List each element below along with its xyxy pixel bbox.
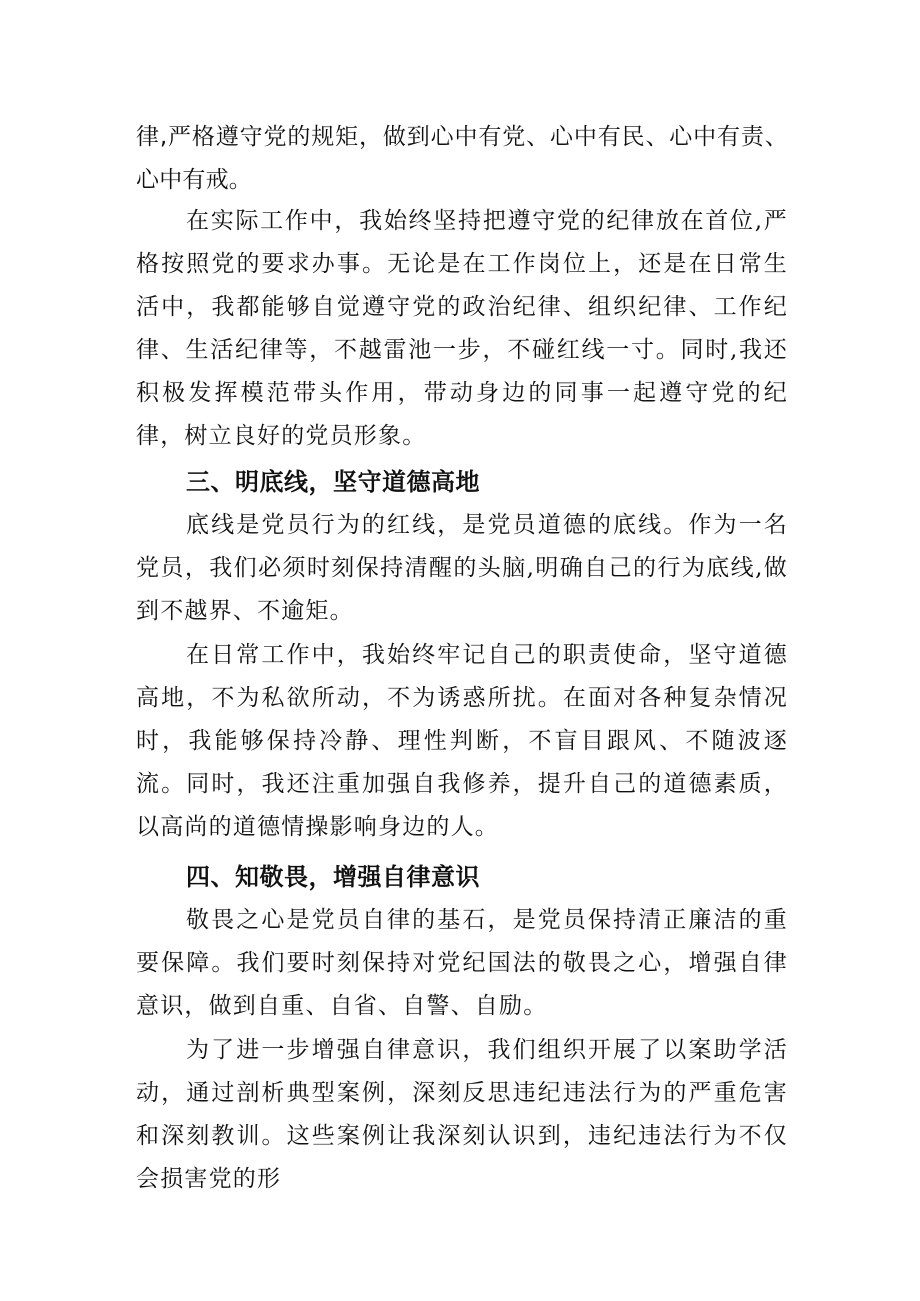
paragraph: 在日常工作中，我始终牢记自己的职责使命，坚守道德高地，不为私欲所动，不为诱惑所扰。在面对各种复杂情况时，我能够保持冷静、理性判断，不盲目跟风、不随波逐流。同时，我还注重加强自我修养，提升自己的道德素质，以高尚的道德情操影响身边的人。 bbox=[136, 642, 788, 840]
paragraph: 底线是党员行为的红线，是党员道德的底线。作为一名党员，我们必须时刻保持清醒的头脑,明确自己的行为底线,做到不越界、不逾矩。 bbox=[136, 512, 788, 624]
paragraph: 在实际工作中，我始终坚持把遵守党的纪律放在首位,严格按照党的要求办事。无论是在工作岗位上，还是在日常生活中，我都能够自觉遵守党的政治纪律、组织纪律、工作纪律、生活纪律等，不越雷池一步，不碰红线一寸。同时,我还积极发挥模范带头作用，带动身边的同事一起遵守党的纪律，树立良好的党员形象。 bbox=[136, 208, 788, 449]
section-heading: 四、知敬畏，增强自律意识 bbox=[186, 863, 480, 891]
paragraph: 为了进一步增强自律意识，我们组织开展了以案助学活动，通过剖析典型案例，深刻反思违纪违法行为的严重危害和深刻教训。这些案例让我深刻认识到，违纪违法行为不仅会损害党的形 bbox=[136, 1037, 788, 1192]
paragraph: 律,严格遵守党的规矩，做到心中有党、心中有民、心中有责、心中有戒。 bbox=[136, 124, 788, 193]
paragraph: 敬畏之心是党员自律的基石，是党员保持清正廉洁的重要保障。我们要时刻保持对党纪国法的敬畏之心，增强自律意识，做到自重、自省、自警、自励。 bbox=[136, 907, 788, 1019]
section-heading: 三、明底线，坚守道德高地 bbox=[186, 468, 480, 496]
